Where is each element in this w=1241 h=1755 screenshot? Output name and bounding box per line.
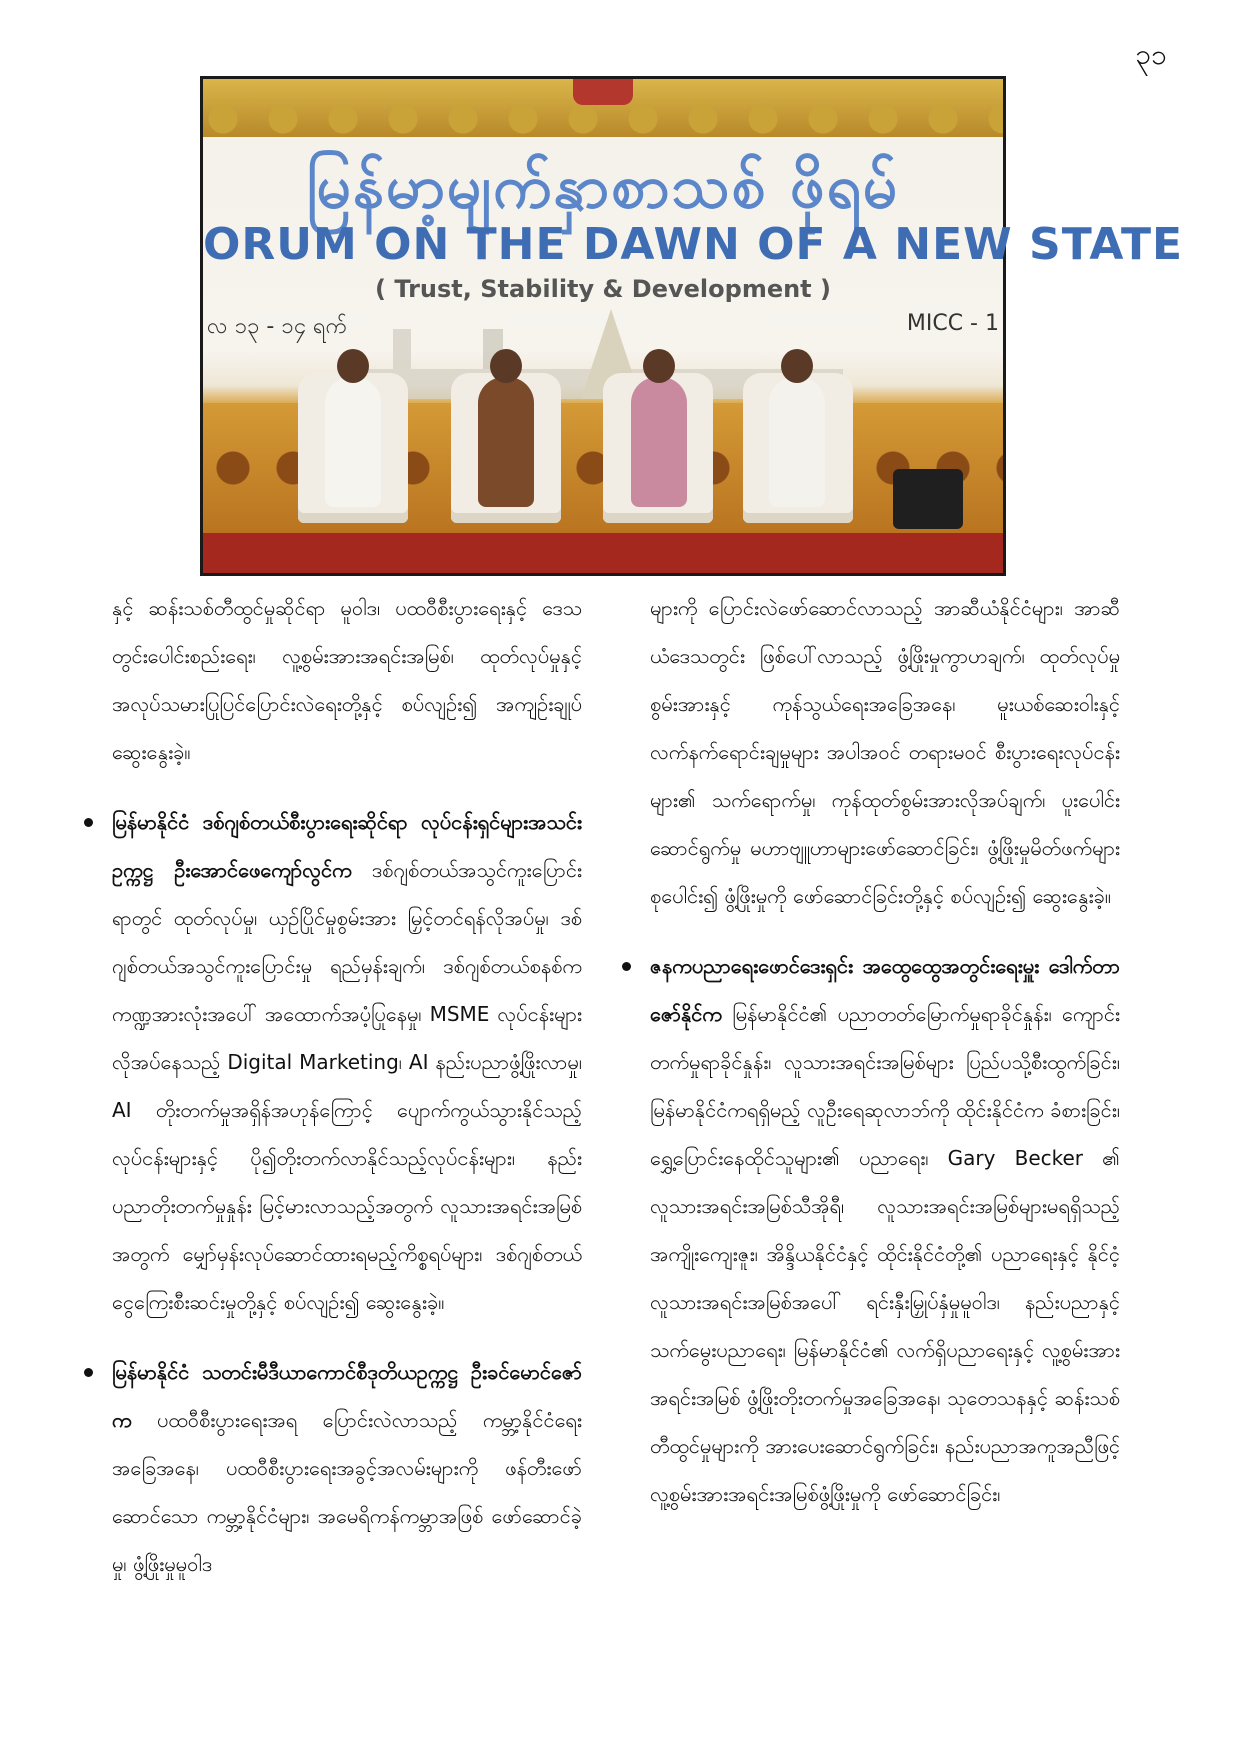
bullet-body: ပထဝီစီးပွားရေးအရ ပြောင်းလဲလာသည့် ကမ္ဘာ့နိုင်ငံရေးအခြေအနေ၊ ပထဝီစီးပွားရေးအခွင့်အလမ်းများကို ဖန်တီးဖော်ဆောင်သော ကမ္ဘာ့နိုင်ငံများ၊ အမေရိကန်ကမ္ဘာအဖြစ် ဖော်ဆောင်ခဲ့မှု၊ ဖွံ့ဖြိုးမှုမူဝါဒ bbox=[112, 1408, 582, 1576]
bullet-body: ဒစ်ဂျစ်တယ်အသွင်ကူးပြောင်းရာတွင် ထုတ်လုပ်မှု၊ ယှဉ်ပြိုင်မှုစွမ်းအား မြှင့်တင်ရန်လိုအပ်မှု၊ ဒစ်ဂျစ်တယ်အသွင်ကူးပြောင်းမှု ရည်မှန်းချက်၊ ဒစ်ဂျစ်တယ်စနစ်က ကဏ္ဍအားလုံးအပေါ် အထောက်အပံ့ပြုနေမှု၊ MSME လုပ်ငန်းများ လိုအပ်နေသည့် Digital Marketing၊ AI နည်းပညာဖွံ့ဖြိုးလာမှု၊ AI တိုးတက်မှုအရှိန်အဟုန်ကြောင့် ပျောက်ကွယ်သွားနိုင်သည့်လုပ်ငန်းများနှင့် ပို၍တိုးတက်လာနိုင်သည့်လုပ်ငန်းများ၊ နည်းပညာတိုးတက်မှုနှုန်း မြင့်မားလာသည့်အတွက် လူသားအရင်းအမြစ်အတွက် မျှော်မှန်းလုပ်ဆောင်ထားရမည့်ကိစ္စရပ်များ၊ ဒစ်ဂျစ်တယ်ငွေကြေးစီးဆင်းမှုတို့နှင့် စပ်လျဉ်း၍ ဆွေးနွေးခဲ့။ bbox=[112, 858, 582, 1314]
panelist bbox=[478, 377, 534, 507]
bullet-item bbox=[112, 1348, 582, 1588]
banner-subtitle: ( Trust, Stability & Development ) bbox=[375, 275, 831, 303]
panelist-head bbox=[490, 349, 522, 383]
panelist bbox=[631, 377, 687, 507]
camera-equipment bbox=[893, 469, 963, 529]
speaker-name: ဇနကပညာရေးဖောင်ဒေးရှင်း အထွေထွေအတွင်းရေးမှူး ဒေါက်တာဇော်နိုင်က bbox=[650, 954, 1120, 1026]
left-continuation: နှင့် ဆန်းသစ်တီထွင်မှုဆိုင်ရာ မူဝါဒ၊ ပထဝီစီးပွားရေးနှင့် ဒေသတွင်းပေါင်းစည်းရေး၊ လူ့စွမ်းအားအရင်းအမြစ်၊ ထုတ်လုပ်မှုနှင့် အလုပ်သမားပြုပြင်ပြောင်းလဲရေးတို့နှင့် စပ်လျဉ်း၍ အကျဉ်းချုပ်ဆွေးနွေးခဲ့။ bbox=[112, 596, 582, 764]
forum-photo bbox=[200, 76, 1184, 576]
panelist-head bbox=[643, 349, 675, 383]
page-number: ၃၁ bbox=[1135, 38, 1167, 71]
bullet-item bbox=[112, 798, 582, 1326]
bullet-item bbox=[650, 942, 1120, 1518]
bullet-dot bbox=[84, 1368, 93, 1377]
panelist-head bbox=[337, 349, 369, 383]
banner-venue: MICC - 1 bbox=[906, 311, 999, 336]
state-emblem bbox=[573, 79, 633, 105]
bullet-body: မြန်မာနိုင်ငံ၏ ပညာတတ်မြောက်မှုရာခိုင်နှုန်း၊ ကျောင်းတက်မှုရာခိုင်နှုန်း၊ လူသားအရင်းအမြစ်များ ပြည်ပသို့စီးထွက်ခြင်း၊ မြန်မာနိုင်ငံကရရှိမည့် လူဦးရေဆုလာဘ်ကို ထိုင်းနိုင်ငံက ခံစားခြင်း၊ ရွှေ့ပြောင်းနေထိုင်သူများ၏ ပညာရေး၊ Gary Becker ၏ လူသားအရင်းအမြစ်သီအိုရီ၊ လူသားအရင်းအမြစ်များမရရှိသည့် အကျိုးကျေးဇူး၊ အိန္ဒိယနိုင်ငံနှင့် ထိုင်းနိုင်ငံတို့၏ ပညာရေးနှင့် နိုင်ငံ့လူသားအရင်းအမြစ်အပေါ် ရင်းနှီးမြှုပ်နှံမှုမူဝါဒ၊ နည်းပညာနှင့်သက်မွေးပညာရေး၊ မြန်မာနိုင်ငံ၏ လက်ရှိပညာရေးနှင့် လူ့စွမ်းအားအရင်းအမြစ် ဖွံ့ဖြိုးတိုးတက်မှုအခြေအနေ၊ သုတေသနနှင့် ဆန်းသစ်တီထွင်မှုများကို အားပေးဆောင်ရွက်ခြင်း၊ နည်းပညာအကူအညီဖြင့် လူ့စွမ်းအားအရင်းအမြစ်ဖွံ့ဖြိုးမှုကို ဖော်ဆောင်ခြင်း၊ bbox=[650, 1002, 1120, 1506]
banner-title-english: ORUM ON THE DAWN OF A NEW STATE bbox=[203, 219, 1184, 270]
speaker-name: မြန်မာနိုင်ငံ ဒစ်ဂျစ်တယ်စီးပွားရေးဆိုင်ရာ လုပ်ငန်းရှင်များအသင်းဥက္ကဋ္ဌ ဦးအောင်ဖေကျော်လွင်က bbox=[112, 810, 582, 882]
banner-date: လ ၁၃ - ၁၄ ရက် bbox=[207, 314, 348, 339]
stage-floor bbox=[203, 533, 1003, 573]
panelist bbox=[325, 377, 381, 507]
bullet-dot bbox=[622, 962, 631, 971]
speaker-name: မြန်မာနိုင်ငံ သတင်းမီဒီယာကောင်စီဒုတိယဥက္ကဋ္ဌ ဦးခင်မောင်ဇော်က bbox=[112, 1360, 582, 1432]
left-column bbox=[112, 584, 582, 1610]
banner-title-myanmar: မြန်မာ့မျက်နှာစာသစ် ဖိုရမ် bbox=[306, 152, 900, 222]
panelist-head bbox=[781, 349, 813, 383]
bullet-dot bbox=[84, 818, 93, 827]
panelist bbox=[769, 377, 825, 507]
right-continuation: များကို ပြောင်းလဲဖော်ဆောင်လာသည့် အာဆီယံနိုင်ငံများ၊ အာဆီယံဒေသတွင်း ဖြစ်ပေါ်လာသည့် ဖွံ့ဖြိုးမှုကွာဟချက်၊ ထုတ်လုပ်မှုစွမ်းအားနှင့် ကုန်သွယ်ရေးအခြေအနေ၊ မူးယစ်ဆေးဝါးနှင့် လက်နက်ရောင်းချမှုများ အပါအဝင် တရားမဝင် စီးပွားရေးလုပ်ငန်းများ၏ သက်ရောက်မှု၊ ကုန်ထုတ်စွမ်းအားလိုအပ်ချက်၊ ပူးပေါင်းဆောင်ရွက်မှု မဟာဗျူဟာများဖော်ဆောင်ခြင်း၊ ဖွံ့ဖြိုးမှုမိတ်ဖက်များစုပေါင်း၍ ဖွံ့ဖြိုးမှုကို ဖော်ဆောင်ခြင်းတို့နှင့် စပ်လျဉ်း၍ ဆွေးနွေးခဲ့။ bbox=[650, 596, 1120, 908]
right-column bbox=[650, 584, 1120, 1540]
